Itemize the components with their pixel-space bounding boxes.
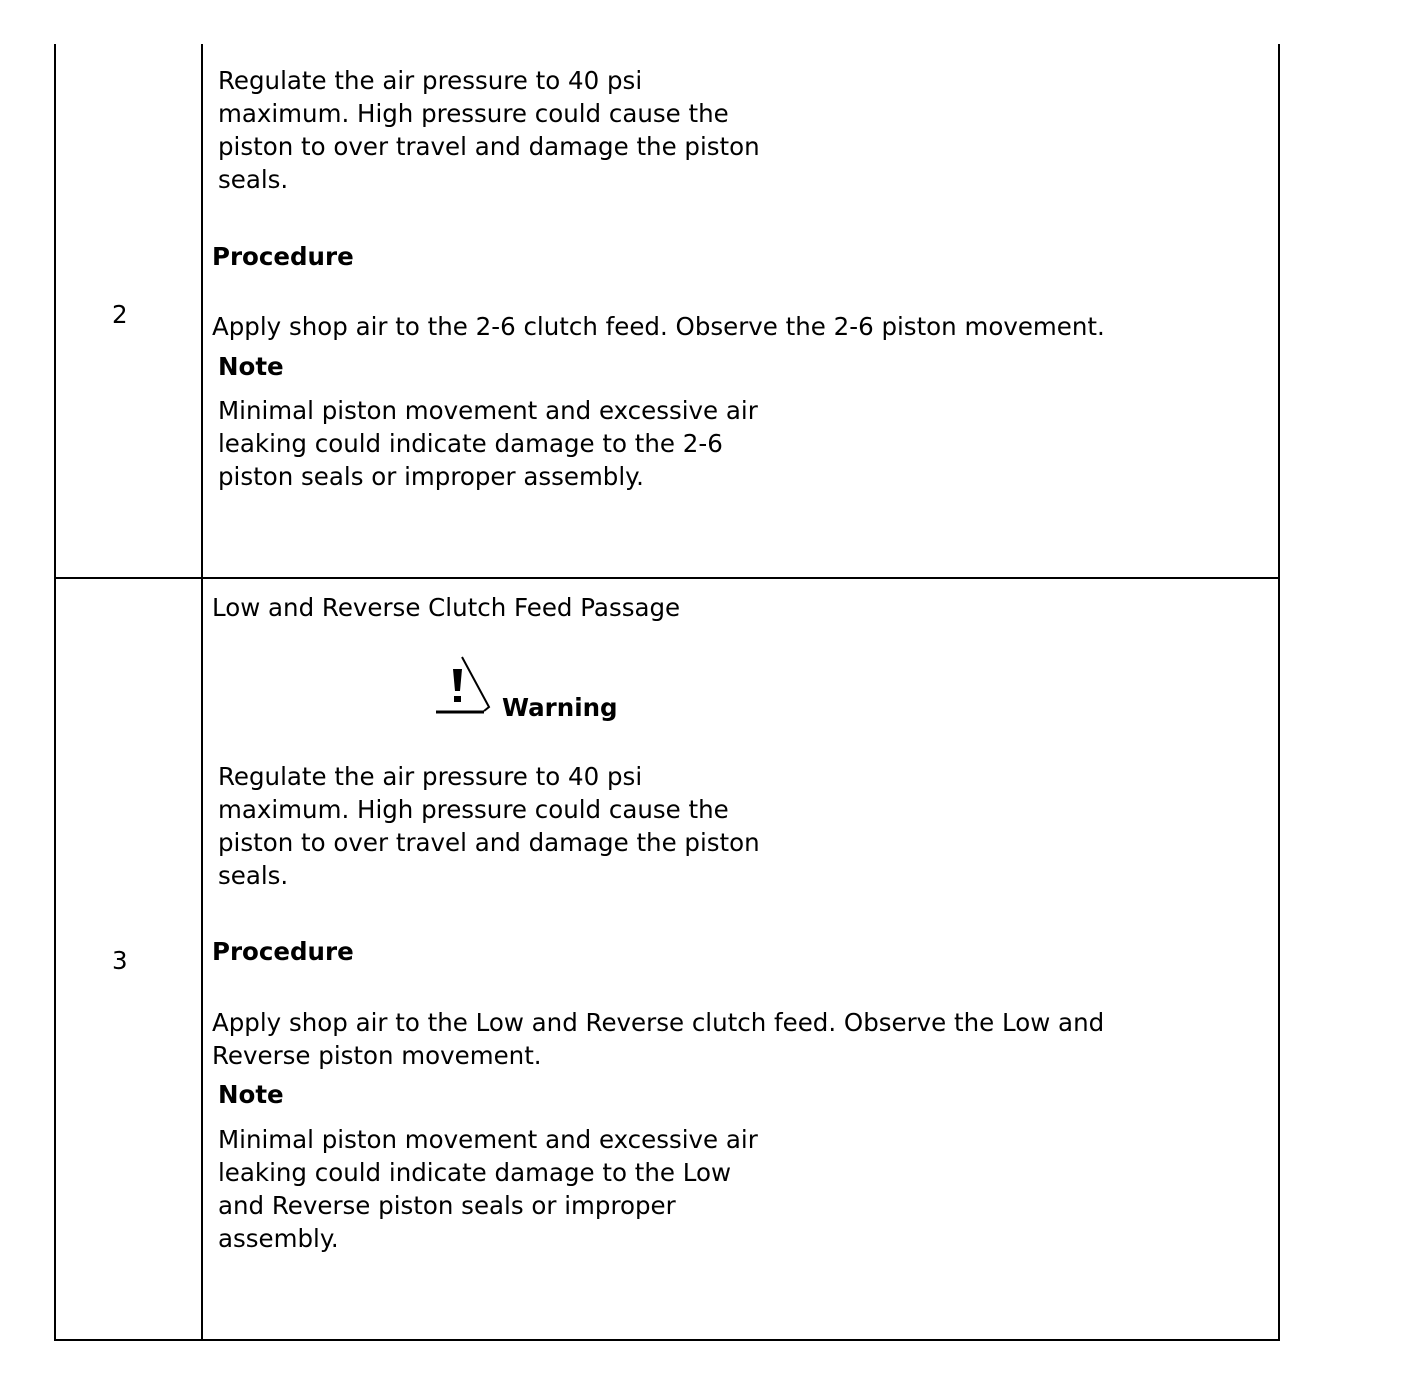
warning-heading: Warning [502, 693, 618, 722]
procedure-line: Apply shop air to the Low and Reverse clutch feed. Observe the Low and [212, 1008, 1105, 1037]
procedure-heading: Procedure [212, 937, 354, 966]
procedure-text: Apply shop air to the 2-6 clutch feed. Observe the 2-6 piston movement. [212, 312, 1105, 341]
note-line: leaking could indicate damage to the 2-6 [218, 429, 723, 458]
warning-line: piston to over travel and damage the piston [218, 132, 760, 161]
procedure-heading: Procedure [212, 242, 354, 271]
step-number: 2 [112, 300, 128, 329]
table-row-divider [54, 577, 1280, 579]
warning-line: Regulate the air pressure to 40 psi [218, 66, 643, 95]
note-line: Minimal piston movement and excessive air [218, 396, 758, 425]
warning-line: maximum. High pressure could cause the [218, 795, 729, 824]
note-heading: Note [218, 1080, 284, 1109]
note-line: assembly. [218, 1224, 339, 1253]
table-border-right [1278, 44, 1280, 1341]
table-column-divider [201, 44, 203, 1341]
warning-line: piston to over travel and damage the piston [218, 828, 760, 857]
note-line: and Reverse piston seals or improper [218, 1191, 676, 1220]
step-number: 3 [112, 946, 128, 975]
warning-triangle-icon [434, 655, 492, 717]
section-title: Low and Reverse Clutch Feed Passage [212, 593, 681, 622]
procedure-line: Reverse piston movement. [212, 1041, 542, 1070]
warning-line: Regulate the air pressure to 40 psi [218, 762, 643, 791]
note-line: piston seals or improper assembly. [218, 462, 644, 491]
table-border-bottom [54, 1339, 1280, 1341]
warning-line: seals. [218, 165, 289, 194]
table-border-left [54, 44, 56, 1341]
warning-line: maximum. High pressure could cause the [218, 99, 729, 128]
note-heading: Note [218, 352, 284, 381]
note-line: leaking could indicate damage to the Low [218, 1158, 732, 1187]
warning-line: seals. [218, 861, 289, 890]
note-line: Minimal piston movement and excessive air [218, 1125, 758, 1154]
